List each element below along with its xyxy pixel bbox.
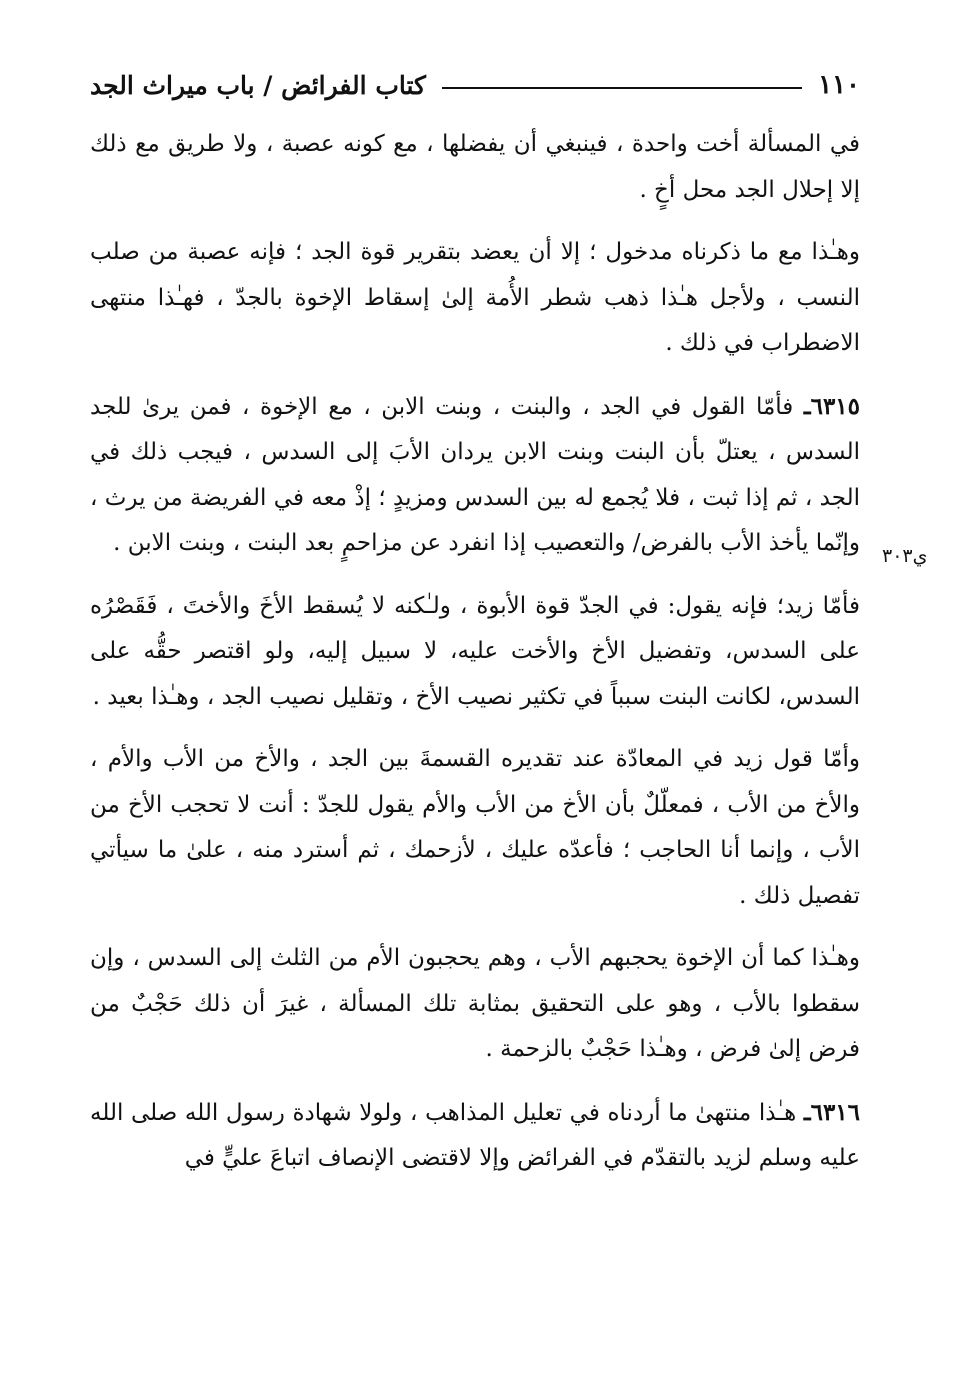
margin-note: ي٣٠٣ (882, 545, 928, 567)
issue-number: ٦٣١٦ـ (803, 1098, 861, 1126)
header-rule (442, 87, 802, 89)
paragraph (90, 122, 860, 213)
numbered-paragraph (90, 384, 860, 567)
main-text (90, 122, 860, 1199)
paragraph-text: في المسألة أخت واحدة ، فينبغي أن يفضلها ، مع كونه عصبة ، ولا طريق مع ذلك إلا إحلال الجد محل أخٍ . (90, 131, 860, 203)
paragraph-text: وهـٰذا كما أن الإخوة يحجبهم الأب ، وهم يحجبون الأم من الثلث إلى السدس ، وإن سقطوا بالأب ، وهو على التحقيق بمثابة تلك المسألة ، غيرَ أن ذلك حَجْبٌ من فرض إلىٰ فرض ، وهـٰذا حَجْبٌ بالزحمة . (90, 945, 860, 1062)
paragraph (90, 936, 860, 1073)
paragraph-text: هـٰذا منتهىٰ ما أردناه في تعليل المذاهب ، ولولا شهادة رسول الله صلى الله عليه وسلم لزيد بالتقدّم في الفرائض وإلا لاقتضى الإنصاف اتباعَ عليٍّ في (90, 1099, 860, 1171)
issue-number: ٦٣١٥ـ (803, 392, 861, 420)
paragraph (90, 584, 860, 721)
numbered-paragraph (90, 1090, 860, 1182)
paragraph-text: وأمّا قول زيد في المعادّة عند تقديره القسمةَ بين الجد ، والأخ من الأب والأم ، والأخ من الأب ، فمعلّلٌ بأن الأخ من الأب والأم يقول للجدّ : أنت لا تحجب الأخ من الأب ، وإنما أنا الحاجب ؛ فأعدّه عليك ، لأزحمك ، ثم أسترد منه ، علىٰ ما سيأتي تفصيل ذلك . (90, 746, 860, 909)
paragraph (90, 230, 860, 367)
paragraph-text: فأمّا زيد؛ فإنه يقول: في الجدّ قوة الأبوة ، ولـٰكنه لا يُسقط الأخَ والأختَ ، فَقَصْرُه على السدس، وتفضيل الأخ والأخت عليه، لا سبيل إليه، ولو اقتصر حقُّه على السدس، لكانت البنت سبباً في تكثير نصيب الأخ ، وتقليل نصيب الجد ، وهـٰذا بعيد . (90, 592, 860, 710)
running-title: كتاب الفرائض / باب ميراث الجد (90, 70, 426, 100)
page-number: ١١٠ (818, 70, 860, 100)
paragraph (90, 737, 860, 919)
page-header (90, 62, 860, 108)
paragraph-text: فأمّا القول في الجد ، والبنت ، وبنت الابن ، مع الإخوة ، فمن يرىٰ للجد السدس ، يعتلّ بأن البنت وبنت الابن يردان الأبَ إلى السدس ، فيجب ذلك في الجد ، ثم إذا ثبت ، فلا يُجمع له بين السدس ومزيدٍ ؛ إذْ معه في الفريضة من يرث ، وإنّما يأخذ الأب بالفرض/ والتعصيب إذا انفرد عن مزاحمٍ بعد البنت ، وبنت الابن . (90, 393, 860, 556)
paragraph-text: وهـٰذا مع ما ذكرناه مدخول ؛ إلا أن يعضد بتقرير قوة الجد ؛ فإنه عصبة من صلب النسب ، ولأجل هـٰذا ذهب شطر الأُمة إلىٰ إسقاط الإخوة بالجدّ ، فهـٰذا منتهى الاضطراب في ذلك . (90, 239, 860, 356)
